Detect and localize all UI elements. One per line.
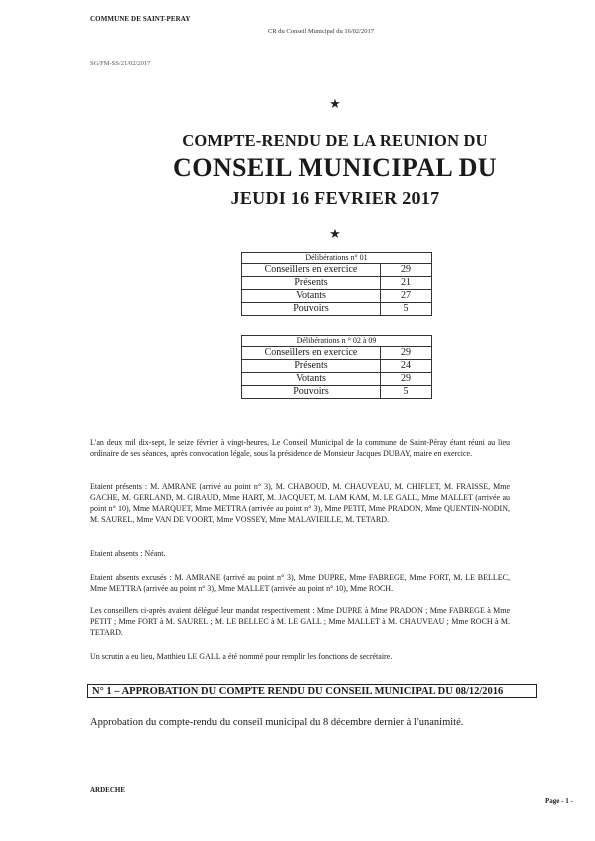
row-value: 27 <box>381 290 432 303</box>
table-row <box>242 290 432 303</box>
row-label: Pouvoirs <box>242 386 381 399</box>
row-value: 5 <box>381 386 432 399</box>
title-line-1: COMPTE-RENDU DE LA REUNION DU <box>182 131 488 150</box>
row-value: 5 <box>381 303 432 316</box>
title-line-2: CONSEIL MUNICIPAL DU <box>173 153 497 182</box>
table-row <box>242 347 432 360</box>
table-caption: Délibérations n ° 02 à 09 <box>242 336 432 347</box>
title-line-3: JEUDI 16 FEVRIER 2017 <box>230 188 440 208</box>
row-value: 29 <box>381 373 432 386</box>
row-label: Conseillers en exercice <box>242 264 381 277</box>
star-icon: ★ <box>329 96 341 111</box>
reference-code: SG/FM-SS/21/02/2017 <box>90 60 151 67</box>
row-label: Pouvoirs <box>242 303 381 316</box>
intro-paragraph: L'an deux mil dix-sept, le seize février à vingt-heures, Le Conseil Municipal de la commune de Saint-Péray étant réuni au lieu ordinaire de ses séances, après convocation légale, sous la présidence de Monsieur Jacques DUBAY, maire en exercice. <box>90 438 510 458</box>
cr-header: CR du Conseil Municipal du 16/02/2017 <box>268 28 374 35</box>
footer-department: ARDECHE <box>90 786 126 794</box>
mandats-paragraph: Les conseillers ci-après avaient délégué leur mandat respectivement : Mme DUPRE à Mme PRADON ; Mme FABREGE à Mme PETIT ; Mme FORT à M. SAUREL ; M. LE BELLEC à M. LE GALL ; Mme MALLET à M. CHAUVEAU ; Mme ROCH à M. TETARD. <box>90 606 510 637</box>
table-row <box>242 360 432 373</box>
row-label: Votants <box>242 373 381 386</box>
secretaire-paragraph: Un scrutin a eu lieu, Matthieu LE GALL a été nommé pour remplir les fonctions de secrétaire. <box>90 652 393 661</box>
row-value: 21 <box>381 277 432 290</box>
deliberation-table-2 <box>241 335 432 399</box>
deliberation-table-1 <box>241 252 432 316</box>
row-value: 29 <box>381 264 432 277</box>
row-value: 29 <box>381 347 432 360</box>
section-heading: N° 1 – APPROBATION DU COMPTE RENDU DU CONSEIL MUNICIPAL DU 08/12/2016 <box>87 684 537 698</box>
presents-paragraph: Etaient présents : M. AMRANE (arrivé au point n° 3), M. CHABOUD, M. CHAUVEAU, M. CHIFLET, M. FRAISSE, Mme GACHE, M. GERLAND, M. GIRAUD, Mme HART, M. JACQUET, M. LAM KAM, M. LE GALL, Mme MALLET (arrivée au point n° 10), Mme MARQUET, Mme METTRA (arrivée au point n° 3), Mme PETIT, Mme PRADON, Mme QUENTIN-NODIN, M. SAUREL, Mme VAN DE VOORT, Mme VOSSEY, Mme MALAVIEILLE, M. TETARD. <box>90 482 510 524</box>
page-number: Page - 1 - <box>545 797 573 805</box>
star-icon: ★ <box>329 226 341 241</box>
row-label: Votants <box>242 290 381 303</box>
excuses-paragraph: Etaient absents excusés : M. AMRANE (arrivé au point n° 3), Mme DUPRE, Mme FABREGE, Mme FORT, M. LE BELLEC, Mme METTRA (arrivée au point n° 3), Mme MALLET (arrivée au point n° 10), Mme ROCH. <box>90 573 510 593</box>
row-label: Présents <box>242 277 381 290</box>
table-row <box>242 303 432 316</box>
absents-paragraph: Etaient absents : Néant. <box>90 549 166 558</box>
table-row <box>242 386 432 399</box>
row-value: 24 <box>381 360 432 373</box>
commune-header: COMMUNE DE SAINT-PERAY <box>90 15 191 23</box>
table-row <box>242 264 432 277</box>
row-label: Présents <box>242 360 381 373</box>
table-row <box>242 277 432 290</box>
row-label: Conseillers en exercice <box>242 347 381 360</box>
section-body: Approbation du compte-rendu du conseil municipal du 8 décembre dernier à l'unanimité. <box>90 717 464 728</box>
table-caption: Délibérations n° 01 <box>242 253 432 264</box>
table-row <box>242 373 432 386</box>
